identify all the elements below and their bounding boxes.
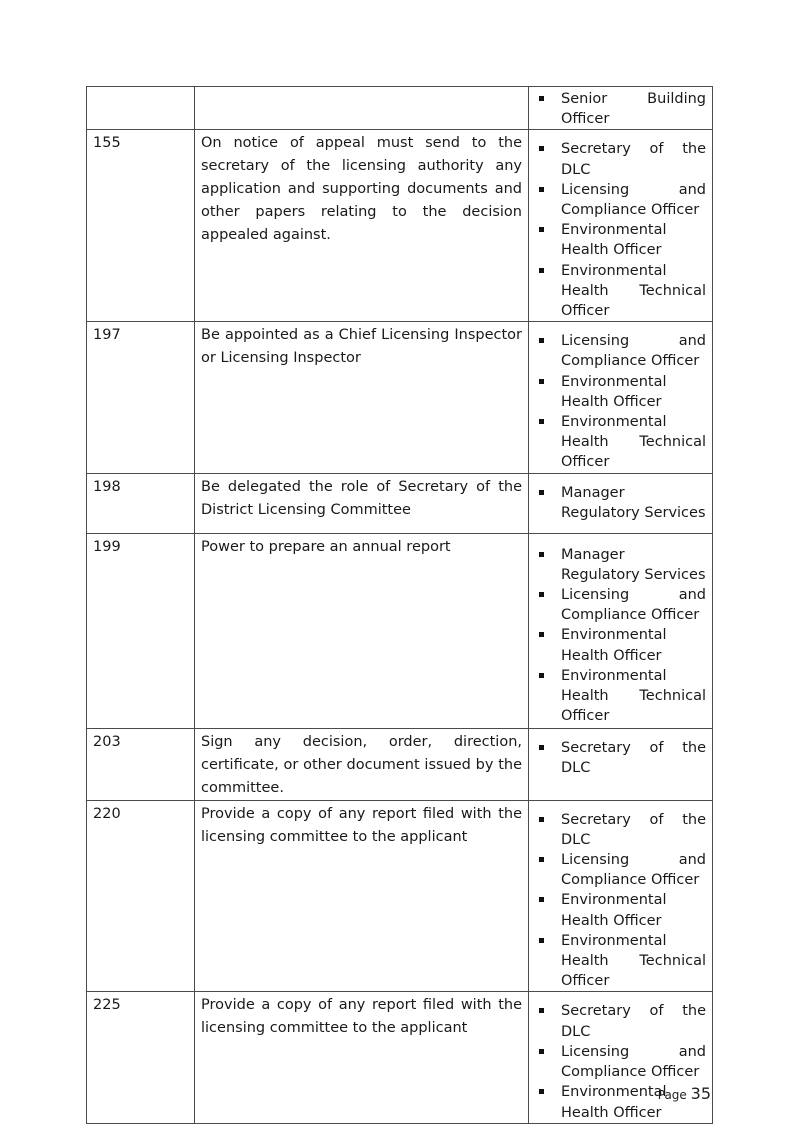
officer-title: Licensing and Compliance Officer: [561, 1043, 706, 1081]
list-item: [533, 220, 706, 260]
officer-list: [533, 331, 706, 472]
officer-title: Licensing and Compliance Officer: [561, 181, 706, 219]
square-bullet-icon: [539, 897, 544, 902]
square-bullet-icon: [539, 146, 544, 151]
section-description: Provide a copy of any report filed with the licensing committee to the applicant: [195, 992, 529, 1123]
officer-title: Environmental Health Officer: [561, 1084, 667, 1121]
delegated-officers: [529, 992, 713, 1123]
square-bullet-icon: [539, 938, 544, 943]
section-description: [195, 87, 529, 130]
officer-title: Secretary of the DLC: [561, 811, 706, 848]
list-item: [533, 139, 706, 179]
officer-title: Environmental Health Officer: [561, 222, 667, 259]
page-label-text: Page: [657, 1088, 687, 1102]
officer-title: Environmental Health Technical Officer: [561, 667, 706, 725]
table-row: [87, 322, 713, 473]
officer-list: [533, 545, 706, 727]
list-item: [533, 585, 706, 625]
officer-list: [533, 810, 706, 992]
list-item: [533, 1001, 706, 1041]
square-bullet-icon: [539, 490, 544, 495]
square-bullet-icon: [539, 817, 544, 822]
officer-title: Environmental Health Officer: [561, 892, 667, 929]
section-description: Be delegated the role of Secretary of the District Licensing Committee: [195, 473, 529, 533]
square-bullet-icon: [539, 745, 544, 750]
list-item: [533, 545, 706, 585]
list-item: [533, 1042, 706, 1082]
square-bullet-icon: [539, 1089, 544, 1094]
square-bullet-icon: [539, 632, 544, 637]
list-item: [533, 810, 706, 850]
list-item: [533, 890, 706, 930]
table-row: [87, 87, 713, 130]
section-description: Provide a copy of any report filed with the licensing committee to the applicant: [195, 800, 529, 992]
section-number: [87, 87, 195, 130]
officer-title: Licensing and Compliance Officer: [561, 587, 706, 624]
section-number: 155: [87, 130, 195, 322]
officer-title: Secretary of the DLC: [561, 141, 706, 178]
officer-title: Licensing and Compliance Officer: [561, 852, 706, 889]
square-bullet-icon: [539, 187, 544, 192]
section-description: Sign any decision, order, direction, certificate, or other document issued by the committee.: [195, 728, 529, 800]
table-row: [87, 728, 713, 800]
officer-title: Environmental Health Technical Officer: [561, 262, 706, 320]
list-item: [533, 738, 706, 778]
square-bullet-icon: [539, 673, 544, 678]
square-bullet-icon: [539, 592, 544, 597]
section-number: 197: [87, 322, 195, 473]
list-item: [533, 331, 706, 371]
list-item: [533, 412, 706, 473]
list-item: [533, 666, 706, 727]
officer-list: [533, 483, 706, 523]
officer-title: Manager Regulatory Services: [561, 484, 706, 521]
page-footer: [658, 1084, 711, 1103]
officer-list: [533, 1001, 706, 1122]
officer-list: [533, 139, 706, 321]
square-bullet-icon: [539, 419, 544, 424]
officer-list: [533, 89, 706, 129]
section-number: 220: [87, 800, 195, 992]
section-description: On notice of appeal must send to the secretary of the licensing authority any application and supporting documents and other papers relating to the decision appealed against.: [195, 130, 529, 322]
table-row: [87, 800, 713, 992]
delegated-officers: [529, 322, 713, 473]
delegated-officers: [529, 130, 713, 322]
delegated-officers: [529, 800, 713, 992]
table-row: [87, 533, 713, 728]
officer-list: [533, 738, 706, 778]
table-row: [87, 473, 713, 533]
page-number: 35: [690, 1084, 711, 1103]
square-bullet-icon: [539, 857, 544, 862]
square-bullet-icon: [539, 227, 544, 232]
table-row: [87, 130, 713, 322]
delegated-officers: [529, 473, 713, 533]
square-bullet-icon: [539, 268, 544, 273]
square-bullet-icon: [539, 1049, 544, 1054]
officer-title: Environmental Health Officer: [561, 627, 667, 664]
list-item: [533, 261, 706, 322]
officer-title: Secretary of the DLC: [561, 739, 706, 776]
square-bullet-icon: [539, 96, 544, 101]
list-item: [533, 372, 706, 412]
officer-title: Manager Regulatory Services: [561, 546, 706, 583]
delegated-officers: [529, 87, 713, 130]
delegated-officers: [529, 533, 713, 728]
officer-title: Environmental Health Technical Officer: [561, 414, 706, 471]
list-item: [533, 483, 706, 523]
section-number: 198: [87, 473, 195, 533]
list-item: [533, 180, 706, 220]
officer-title: Senior Building Officer: [561, 91, 706, 128]
officer-title: Licensing and Compliance Officer: [561, 333, 706, 370]
section-number: 203: [87, 728, 195, 800]
section-description: Be appointed as a Chief Licensing Inspector or Licensing Inspector: [195, 322, 529, 473]
square-bullet-icon: [539, 1008, 544, 1013]
officer-title: Environmental Health Technical Officer: [561, 932, 706, 990]
officer-title: Secretary of the DLC: [561, 1003, 706, 1040]
officer-title: Environmental Health Officer: [561, 373, 667, 410]
list-item: [533, 850, 706, 890]
table-row: [87, 992, 713, 1123]
square-bullet-icon: [539, 338, 544, 343]
list-item: [533, 625, 706, 665]
delegations-table: [86, 86, 713, 1124]
square-bullet-icon: [539, 552, 544, 557]
section-number: 199: [87, 533, 195, 728]
delegated-officers: [529, 728, 713, 800]
section-description: Power to prepare an annual report: [195, 533, 529, 728]
section-number: 225: [87, 992, 195, 1123]
list-item: [533, 931, 706, 992]
square-bullet-icon: [539, 379, 544, 384]
list-item: [533, 89, 706, 129]
